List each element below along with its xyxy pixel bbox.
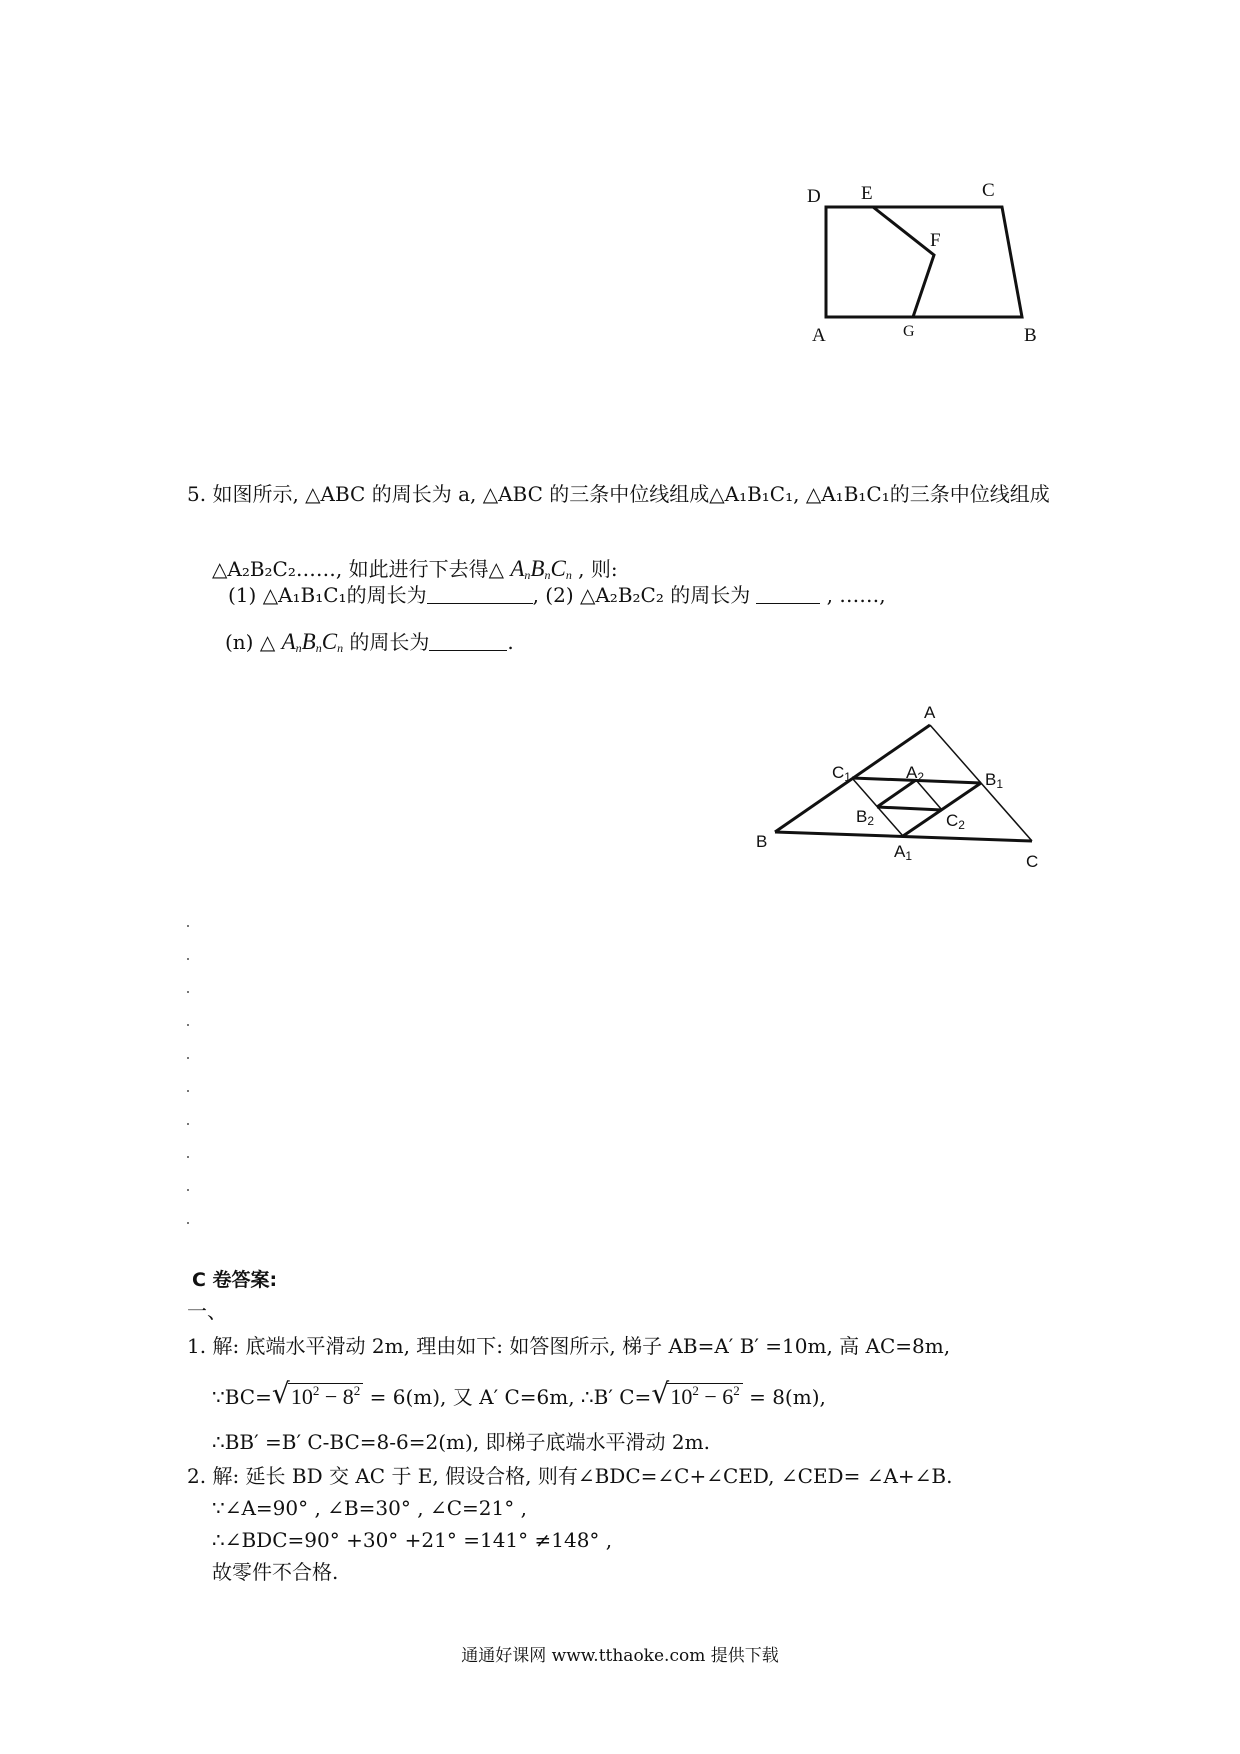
label-b: B: [1024, 325, 1037, 346]
formula-anbncn-2: $A_nB_nC_n$: [281, 629, 344, 655]
label-a: A: [812, 325, 826, 346]
trapezoid-outline: [826, 207, 1022, 317]
answer-blank-2[interactable]: [756, 585, 820, 604]
label-subscript: 2: [917, 770, 925, 784]
label-tri-a: A: [924, 703, 936, 722]
label-tri-b: B: [756, 832, 768, 851]
answer2-line3: ∴∠BDC=90° +30° +21° =141° ≠148° ,: [212, 1528, 613, 1552]
margin-dot: [187, 1222, 189, 1224]
margin-dot: [187, 1189, 189, 1191]
side-a2c2: [916, 780, 942, 810]
side-a2b2: [877, 780, 916, 807]
label-tri-a1: $A_1$: [894, 842, 913, 863]
broken-line-efg: [873, 207, 934, 317]
page-footer: 通通好课网 www.tthaoke.com 提供下载: [461, 1646, 779, 1666]
label-tri-c2: $C_2$: [946, 811, 965, 832]
figure-trapezoid: [790, 170, 1050, 350]
question5-line1: 5. 如图所示, △ABC 的周长为 a, △ABC 的三条中位线组成△A₁B₁C₁, △A₁B₁C₁的三条中位线组成: [187, 482, 1050, 506]
a1-line2-mid: = 6(m), 又 A′ C=6m, ∴B′ C=: [369, 1385, 652, 1409]
answer-blank-3[interactable]: [429, 632, 507, 651]
label-e: E: [861, 183, 873, 204]
label-tri-c: C: [1026, 852, 1039, 871]
answer2-line1: 2. 解: 延长 BD 交 AC 于 E, 假设合格, 则有∠BDC=∠C+∠CED, ∠CED= ∠A+∠B.: [187, 1464, 953, 1488]
question5-line4: [225, 630, 514, 654]
margin-dot: [187, 1156, 189, 1158]
answers-heading: C 卷答案:: [192, 1269, 278, 1291]
a1-line2-end: = 8(m),: [749, 1385, 826, 1409]
q5-part1: (1) △A₁B₁C₁的周长为: [228, 583, 427, 607]
label-d: D: [807, 186, 821, 207]
q5-line4-prefix: (n) △: [225, 630, 276, 654]
answer1-line2: [212, 1377, 826, 1410]
label-subscript: 1: [905, 849, 913, 863]
margin-dot: [187, 958, 189, 960]
label-tri-b2: $B_2$: [856, 807, 875, 828]
margin-dot: [187, 1090, 189, 1092]
answer2-line4: 故零件不合格.: [212, 1560, 339, 1584]
formula-anbncn: $A_nB_nC_n$: [510, 556, 572, 582]
question5-line3: [228, 585, 886, 605]
answers-section-marker: 一、: [187, 1299, 227, 1323]
label-g: G: [903, 323, 915, 340]
margin-dot: [187, 1057, 189, 1059]
sqrt-10-8: √ $10^2 - 8^2$: [272, 1384, 363, 1408]
q5-line2-prefix: △A₂B₂C₂……, 如此进行下去得△: [212, 557, 504, 581]
margin-dot: [187, 1123, 189, 1125]
label-subscript: 1: [996, 777, 1004, 791]
margin-dot: [187, 1024, 189, 1026]
q5-line4-suffix: 的周长为: [349, 630, 430, 654]
q5-line2-suffix: , 则:: [578, 557, 618, 581]
q5-part2: , (2) △A₂B₂C₂ 的周长为: [532, 583, 751, 607]
label-tri-a2: $A_2$: [906, 763, 925, 784]
label-subscript: 2: [867, 814, 875, 828]
label-tri-b1: $B_1$: [985, 770, 1004, 791]
label-c: C: [982, 180, 995, 201]
question5-line2: [212, 557, 618, 581]
answer1-line1: 1. 解: 底端水平滑动 2m, 理由如下: 如答图所示, 梯子 AB=A′ B′ =10m, 高 AC=8m,: [187, 1334, 951, 1358]
margin-dot: [187, 925, 189, 927]
answer1-line3: ∴BB′ =B′ C-BC=8-6=2(m), 即梯子底端水平滑动 2m.: [212, 1430, 710, 1454]
answer2-line2: ∵∠A=90° , ∠B=30° , ∠C=21° ,: [212, 1496, 527, 1520]
answer-blank-1[interactable]: [427, 585, 533, 604]
side-b2c2: [877, 807, 942, 810]
label-subscript: 2: [958, 818, 965, 832]
margin-dot: [187, 991, 189, 993]
label-f: F: [930, 230, 941, 251]
a1-line2-pre: ∵BC=: [212, 1385, 272, 1409]
label-subscript: 1: [844, 770, 851, 784]
label-tri-c1: $C_1$: [832, 763, 851, 784]
q5-line4-end: .: [507, 630, 514, 654]
q5-part3: , ……,: [826, 583, 886, 607]
sqrt-10-6: √ $10^2 - 6^2$: [651, 1384, 742, 1408]
